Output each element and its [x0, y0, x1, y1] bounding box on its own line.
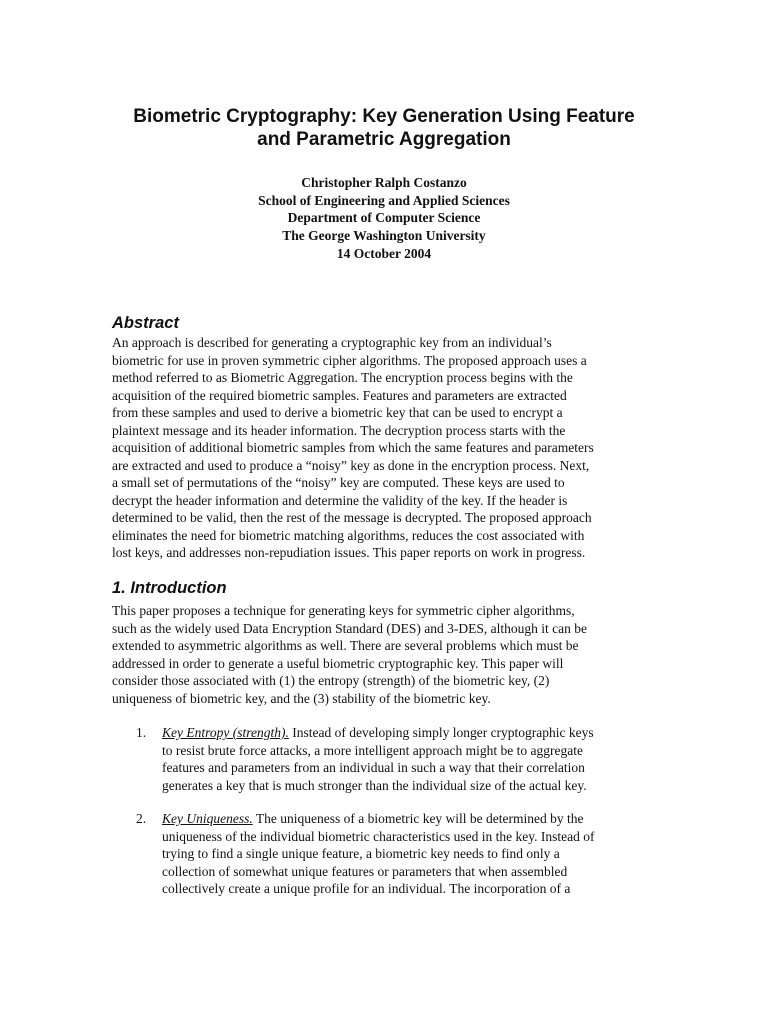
list-item-number: 2. [136, 811, 147, 826]
list-item-first-line: The uniqueness of a biometric key will be determined by the [252, 811, 584, 826]
text-line: acquisition of the required biometric samples. Features and parameters are extracted [112, 387, 567, 403]
text-line: determined to be valid, then the rest of the message is decrypted. The proposed approach [112, 510, 592, 525]
text-line: biometric for use in proven symmetric cipher algorithms. The proposed approach uses a [112, 352, 587, 368]
list-item-first-line: Instead of developing simply longer cryptographic keys [288, 725, 594, 740]
text-line: features and parameters from an individual in such a way that their correlation [162, 760, 585, 775]
text-line: generates a key that is much stronger than the individual size of the actual key. [162, 777, 587, 793]
text-line: plaintext message and its header information. The decryption process starts with the [112, 422, 566, 438]
paper-title [60, 105, 708, 151]
text-line: uniqueness of the individual biometric characteristics used in the key. Instead of [162, 828, 595, 844]
text-line: This paper proposes a technique for generating keys for symmetric cipher algorithms, [112, 603, 575, 618]
title-line: Biometric Cryptography: Key Generation Using Feature [133, 106, 635, 127]
text-line: consider those associated with (1) the entropy (strength) of the biometric key, (2) [112, 673, 550, 688]
text-line: extended to asymmetric algorithms as well. There are several problems which must be [112, 638, 579, 653]
text-line: lost keys, and addresses non-repudiation issues. This paper reports on work in progress. [112, 545, 586, 560]
list-item-term: Key Uniqueness. [162, 811, 253, 826]
text-line: addressed in order to generate a useful biometric cryptographic key. This paper will [112, 655, 564, 671]
text-line: are extracted and used to produce a “noisy” key as done in the encryption process. Next, [112, 457, 590, 473]
text-line: collection of somewhat unique features or parameters that when assembled [162, 863, 568, 879]
title-line: and Parametric Aggregation [257, 129, 511, 150]
author-block [60, 174, 708, 263]
affiliation-line: School of Engineering and Applied Sciences [258, 192, 510, 208]
author-name: Christopher Ralph Costanzo [301, 175, 467, 190]
text-line: method referred to as Biometric Aggregation. The encryption process begins with the [112, 370, 573, 385]
abstract-paragraph [112, 334, 657, 562]
list-item [162, 810, 657, 898]
text-line: eliminates the need for biometric matching algorithms, reduces the cost associated with [112, 527, 585, 543]
abstract-heading: Abstract [112, 314, 179, 332]
introduction-heading: 1. Introduction [112, 579, 227, 597]
affiliation-line: Department of Computer Science [287, 210, 481, 226]
text-line: uniqueness of biometric key, and the (3) stability of the biometric key. [112, 690, 491, 706]
text-line: a small set of permutations of the “noisy” key are computed. These keys are used to [112, 475, 565, 490]
text-line: trying to find a single unique feature, a biometric key needs to find only a [162, 846, 560, 861]
list-item [162, 724, 657, 794]
text-line: to resist brute force attacks, a more intelligent approach might be to aggregate [162, 742, 583, 758]
text-line: decrypt the header information and determine the validity of the key. If the header is [112, 492, 568, 508]
paper-date: 14 October 2004 [336, 245, 432, 261]
text-line: acquisition of additional biometric samples from which the same features and parameters [112, 440, 594, 455]
list-item-term: Key Entropy (strength). [162, 725, 289, 740]
text-line: from these samples and used to derive a biometric key that can be used to encrypt a [112, 405, 563, 420]
affiliation-line: The George Washington University [282, 228, 486, 244]
list-item-number: 1. [136, 725, 147, 740]
introduction-paragraph [112, 602, 657, 707]
text-line: An approach is described for generating a cryptographic key from an individual’s [112, 335, 552, 350]
text-line: such as the widely used Data Encryption Standard (DES) and 3-DES, although it can be [112, 620, 588, 636]
text-line: collectively create a unique profile for an individual. The incorporation of a [162, 881, 571, 896]
text-line [162, 724, 657, 742]
text-line [162, 810, 657, 828]
